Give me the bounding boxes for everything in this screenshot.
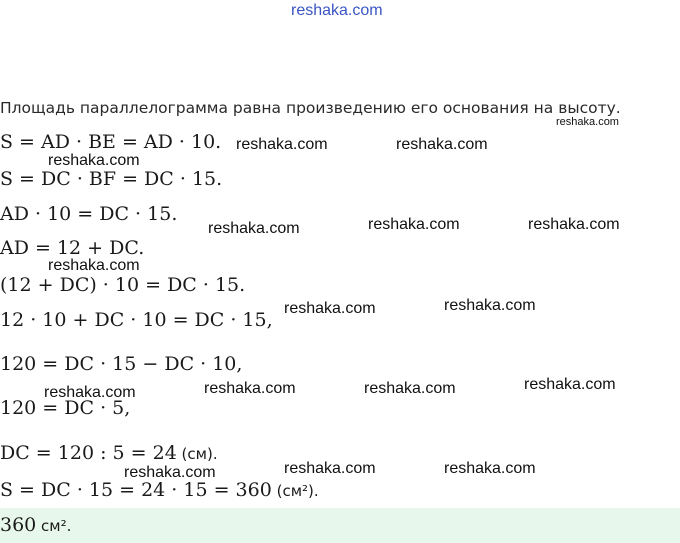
line-math: S = AD · BE = AD · 10. xyxy=(0,131,222,153)
watermark: reshaka.com xyxy=(236,136,328,153)
watermark: reshaka.com xyxy=(444,297,536,314)
line-suffix: (см). xyxy=(176,445,218,463)
line-math: 12 · 10 + DC · 10 = DC · 15, xyxy=(0,309,273,331)
solution-line-9 xyxy=(0,442,218,464)
watermark: reshaka.com xyxy=(524,376,616,393)
watermark: reshaka.com xyxy=(208,220,300,237)
line-math: DC = 120 : 5 = 24 xyxy=(0,442,177,464)
watermark: reshaka.com xyxy=(556,116,619,128)
answer-unit: см². xyxy=(36,517,72,535)
solution-line-5 xyxy=(0,274,245,296)
solution-line-6 xyxy=(0,309,273,331)
solution-line-1 xyxy=(0,131,221,153)
watermark: reshaka.com xyxy=(44,384,136,401)
site-logo-link[interactable]: reshaka.com xyxy=(291,2,383,19)
watermark: reshaka.com xyxy=(124,464,216,481)
line-suffix: (см²). xyxy=(271,482,319,500)
watermark: reshaka.com xyxy=(444,460,536,477)
watermark: reshaka.com xyxy=(284,460,376,477)
answer-text xyxy=(0,514,71,536)
watermark: reshaka.com xyxy=(284,300,376,317)
watermark: reshaka.com xyxy=(204,380,296,397)
solution-line-3 xyxy=(0,203,177,225)
line-math: S = DC · 15 = 24 · 15 = 360 xyxy=(0,479,272,501)
line-math: 120 = DC · 15 − DC · 10, xyxy=(0,353,243,375)
solution-line-10 xyxy=(0,479,319,501)
watermark: reshaka.com xyxy=(364,380,456,397)
solution-line-2 xyxy=(0,168,222,190)
solution-intro: Площадь параллелограмма равна произведению его основания на высоту. xyxy=(0,99,621,117)
answer-box xyxy=(0,508,680,543)
line-math: (12 + DC) · 10 = DC · 15. xyxy=(0,274,246,296)
watermark: reshaka.com xyxy=(528,216,620,233)
watermark: reshaka.com xyxy=(48,257,140,274)
line-math: AD = 12 + DC. xyxy=(0,237,145,259)
solution-line-7 xyxy=(0,353,242,375)
answer-value: 360 xyxy=(0,514,37,536)
line-math: S = DC · BF = DC · 15. xyxy=(0,168,223,190)
solution-line-4 xyxy=(0,237,144,259)
watermark: reshaka.com xyxy=(48,152,140,169)
line-math: 120 = DC · 5, xyxy=(0,397,131,419)
watermark: reshaka.com xyxy=(396,136,488,153)
watermark: reshaka.com xyxy=(368,216,460,233)
line-math: AD · 10 = DC · 15. xyxy=(0,203,178,225)
